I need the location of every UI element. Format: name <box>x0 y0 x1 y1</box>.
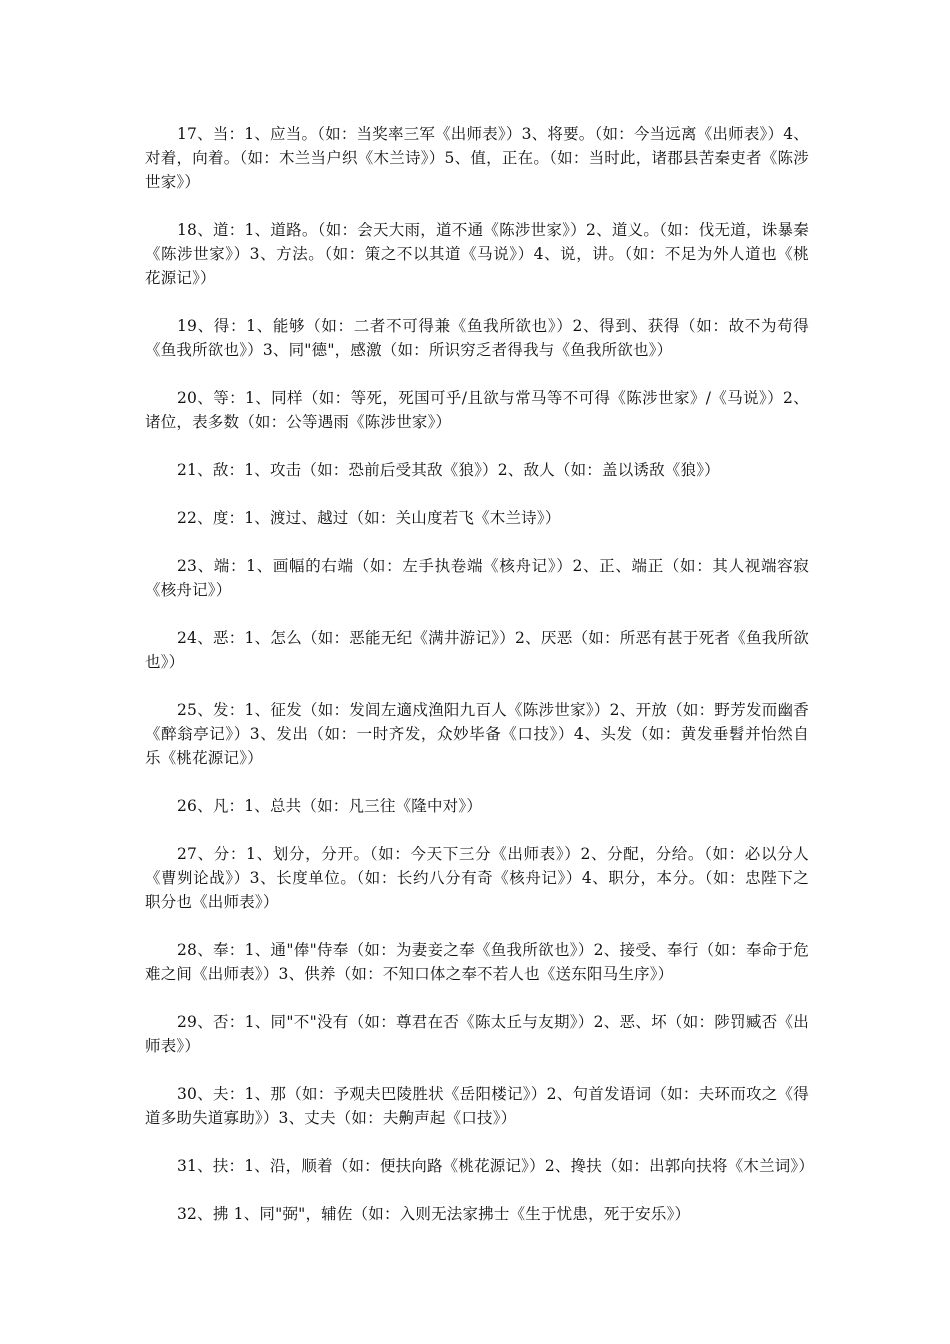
entry-27: 27、分：1、划分，分开。（如：今天下三分《出师表》）2、分配，分给。（如：必以分人《曹刿论战》）3、长度单位。（如：长约八分有奇《核舟记》）4、职分，本分。（如：忠陛下之职分也《出师表》） <box>145 845 809 911</box>
entry-20: 20、等：1、同样（如：等死，死国可乎/且欲与常马等不可得《陈涉世家》/《马说》）2、诸位，表多数（如：公等遇雨《陈涉世家》） <box>145 389 809 431</box>
entry-31: 31、扶：1、沿，顺着（如：便扶向路《桃花源记》）2、搀扶（如：出郭向扶将《木兰词》） <box>177 1157 815 1175</box>
entry-32: 32、拂 1、同"弼"，辅佐（如：入则无法家拂士《生于忧患，死于安乐》） <box>177 1205 691 1223</box>
entry-30: 30、夫：1、那（如：予观夫巴陵胜状《岳阳楼记》）2、句首发语词（如：夫环而攻之《得道多助失道寡助》）3、丈夫（如：夫齁声起《口技》） <box>145 1085 809 1127</box>
entry-21: 21、敌：1、攻击（如：恐前后受其敌《狼》）2、敌人（如：盖以诱敌《狼》） <box>177 461 720 479</box>
entry-24: 24、恶：1、怎么（如：恶能无纪《满井游记》）2、厌恶（如：所恶有甚于死者《鱼我所欲也》） <box>145 629 809 671</box>
entry-list <box>145 122 815 1226</box>
entry-22: 22、度：1、渡过、越过（如：关山度若飞《木兰诗》） <box>177 509 561 527</box>
entry-19: 19、得：1、能够（如：二者不可得兼《鱼我所欲也》）2、得到、获得（如：故不为苟得《鱼我所欲也》）3、同"德"，感激（如：所识穷乏者得我与《鱼我所欲也》） <box>145 317 809 359</box>
entry-29: 29、否：1、同"不"没有（如：尊君在否《陈太丘与友期》）2、恶、坏（如：陟罚臧否《出师表》） <box>145 1013 809 1055</box>
entry-28: 28、奉：1、通"俸"侍奉（如：为妻妾之奉《鱼我所欲也》）2、接受、奉行（如：奉命于危难之间《出师表》）3、供养（如：不知口体之奉不若人也《送东阳马生序》） <box>145 941 809 983</box>
entry-18: 18、道：1、道路。（如：会天大雨，道不通《陈涉世家》）2、道义。（如：伐无道，诛暴秦《陈涉世家》）3、方法。（如：策之不以其道《马说》）4、说，讲。（如：不足为外人道也《桃花源记》） <box>145 221 809 287</box>
entry-17: 17、当：1、应当。（如：当奖率三军《出师表》）3、将要。（如：今当远离《出师表》）4、对着，向着。（如：木兰当户织《木兰诗》）5、值，正在。（如：当时此，诸郡县苦秦吏者《陈涉世家》） <box>145 125 809 191</box>
entry-23: 23、端：1、画幅的右端（如：左手执卷端《核舟记》）2、正、端正（如：其人视端容寂《核舟记》） <box>145 557 809 599</box>
entry-25: 25、发：1、征发（如：发闾左適戍渔阳九百人《陈涉世家》）2、开放（如：野芳发而幽香《醉翁亭记》）3、发出（如：一时齐发，众妙毕备《口技》）4、头发（如：黄发垂髫并怡然自乐《桃花源记》） <box>145 701 809 767</box>
entry-26: 26、凡：1、总共（如：凡三往《隆中对》） <box>177 797 483 815</box>
